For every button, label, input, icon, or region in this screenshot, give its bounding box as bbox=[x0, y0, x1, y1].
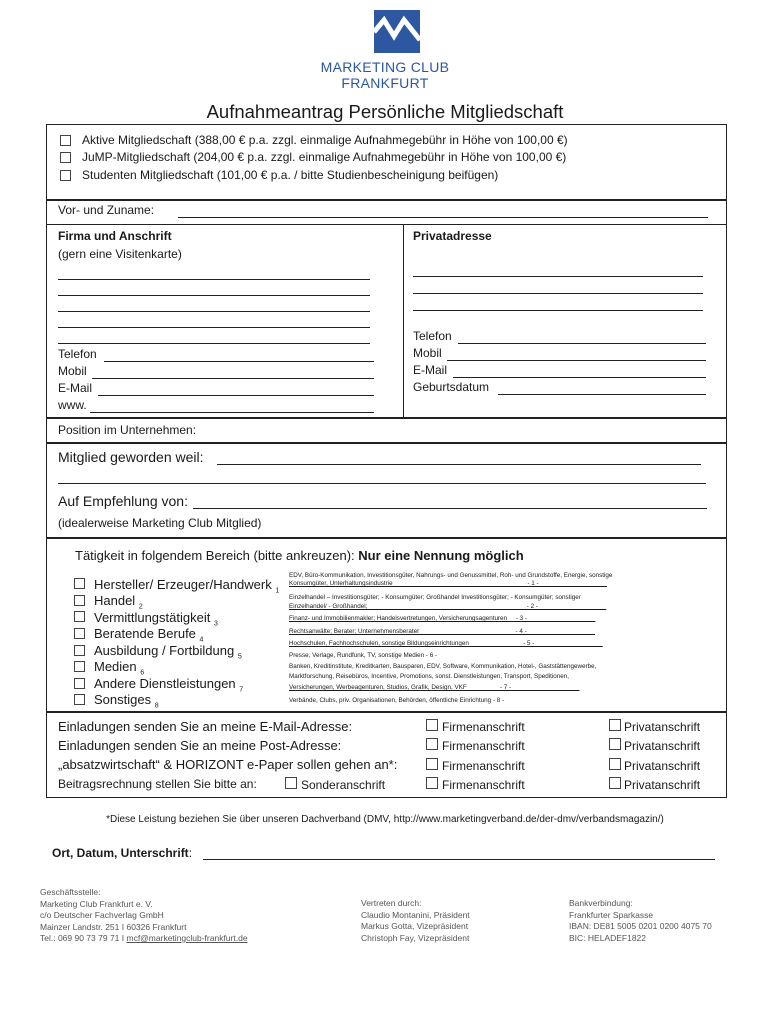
footnote: *Diese Leistung beziehen Sie über unseren Dachverband (DMV, http://www.marketingverband.de/der-dmv/verbandsmagazin/) bbox=[106, 814, 664, 825]
private-telefon-label: Telefon bbox=[413, 329, 452, 343]
delivery-invoice-private-checkbox[interactable] bbox=[609, 777, 621, 789]
activity-option-3: Vermittlungstätigkeit $_3$ bbox=[94, 610, 218, 628]
member-because-field-2[interactable] bbox=[58, 483, 706, 484]
company-telefon-field[interactable] bbox=[104, 361, 374, 362]
activity-description-10: Marktforschung, Reisebüros, Incentive, Promotions, sonst. Dienstleistungen, Transport, Speditionen, bbox=[289, 673, 570, 680]
activity-heading-emphasis: Nur eine Nennung möglich bbox=[358, 548, 524, 563]
company-telefon-label: Telefon bbox=[58, 347, 97, 361]
activity-checkbox-6[interactable] bbox=[74, 661, 85, 672]
delivery-epaper-private-label: Privatanschrift bbox=[624, 759, 701, 773]
activity-checkbox-4[interactable] bbox=[74, 628, 85, 639]
activity-checkbox-1[interactable] bbox=[74, 578, 85, 589]
delivery-post-private-label: Privatanschrift bbox=[624, 739, 701, 753]
delivery-post-label: Einladungen senden Sie an meine Post-Adresse: bbox=[58, 738, 342, 753]
delivery-email-private-label: Privatanschrift bbox=[624, 720, 701, 734]
membership-option-jump: JuMP-Mitgliedschaft (204,00 € p.a. zzgl. einmalige Aufnahmegebühr in Höhe von 100,00 €) bbox=[82, 150, 567, 164]
private-address-line-2[interactable] bbox=[413, 293, 703, 294]
company-hint: (gern eine Visitenkarte) bbox=[58, 247, 182, 261]
activity-option-7: Andere Dienstleistungen $_7$ bbox=[94, 676, 244, 694]
page-title: Aufnahmeantrag Persönliche Mitgliedschaft bbox=[206, 101, 564, 122]
signature-label: Ort, Datum, Unterschrift: bbox=[52, 846, 193, 860]
private-mobil-field[interactable] bbox=[447, 360, 706, 361]
activity-description-9: Banken, Kreditinstitute, Kreditkarten, Bausparen, EDV, Software, Kommunikation, Hotel-, Gaststättengewerbe, bbox=[289, 663, 597, 670]
delivery-epaper-firm-checkbox[interactable] bbox=[426, 758, 438, 770]
delivery-email-label: Einladungen senden Sie an meine E-Mail-Adresse: bbox=[58, 719, 353, 734]
activity-option-6: Medien $_6$ bbox=[94, 659, 145, 677]
activity-option-4: Beratende Berufe $_4$ bbox=[94, 626, 204, 644]
activity-checkbox-3[interactable] bbox=[74, 611, 85, 622]
activity-description-3: Einzelhandel – Investitionsgüter; - Konsumgüter; Großhandel Investitionsgüter; - Konsumgüter; sonstiger bbox=[289, 594, 581, 601]
member-because-field-1[interactable] bbox=[217, 464, 701, 465]
logo-line-2: FRANKFURT bbox=[341, 75, 429, 91]
signature-field[interactable] bbox=[203, 859, 715, 860]
delivery-invoice-firm-checkbox[interactable] bbox=[426, 777, 438, 789]
company-heading: Firma und Anschrift bbox=[58, 229, 172, 243]
delivery-post-firm-label: Firmenanschrift bbox=[442, 739, 525, 753]
company-address-line-2[interactable] bbox=[58, 295, 370, 296]
activity-checkbox-8[interactable] bbox=[74, 694, 85, 705]
company-address-line-1[interactable] bbox=[58, 279, 370, 280]
company-address-line-5[interactable] bbox=[58, 343, 370, 344]
activity-heading: Tätigkeit in folgendem Bereich (bitte ankreuzen): Nur eine Nennung möglich bbox=[75, 548, 524, 563]
company-address-line-3[interactable] bbox=[58, 311, 370, 312]
company-www-label: www. bbox=[58, 398, 87, 412]
activity-description-6: Rechtsanwälte; Berater; Unternehmensberater___________________________ - 4 - ___________________ bbox=[289, 628, 595, 635]
activity-checkbox-5[interactable] bbox=[74, 645, 85, 656]
activity-description-2: Konsumgüter, Unterhaltungsindustrie______________________________________ - 1 - ___________________ bbox=[289, 580, 607, 587]
private-telefon-field[interactable] bbox=[458, 343, 706, 344]
delivery-email-private-checkbox[interactable] bbox=[609, 719, 621, 731]
delivery-invoice-private-label: Privatanschrift bbox=[624, 778, 701, 792]
activity-description-8: Presse, Verlage, Rundfunk, TV, sonstige Medien - 6 - bbox=[289, 652, 438, 659]
delivery-invoice-label: Beitragsrechnung stellen Sie bitte an: bbox=[58, 777, 257, 791]
activity-description-7: Hochschulen, Fachhochschulen, sonstige Bildungseinrichtungen_______________ - 5 - ___________________ bbox=[289, 640, 603, 647]
delivery-invoice-special-checkbox[interactable] bbox=[285, 777, 297, 789]
private-heading: Privatadresse bbox=[413, 229, 492, 243]
delivery-invoice-firm-label: Firmenanschrift bbox=[442, 778, 525, 792]
private-mobil-label: Mobil bbox=[413, 346, 442, 360]
footer-office: Geschäftsstelle: Marketing Club Frankfurt e. V. c/o Deutscher Fachverlag GmbH Mainzer Landstr. 251 I 60326 Frankfurt Tel.: 069 90 73 79 71 I mcf@marketingclub-frankfurt.de bbox=[40, 887, 248, 943]
company-www-field[interactable] bbox=[90, 412, 374, 413]
activity-description-12: Verbände, Clubs, priv. Organisationen, Behörden, öffentliche Einrichtung - 8 - bbox=[289, 697, 505, 704]
footer-office-email-link[interactable]: mcf@marketingclub-frankfurt.de bbox=[126, 933, 248, 943]
member-because-label: Mitglied geworden weil: bbox=[58, 449, 204, 465]
private-address-line-1[interactable] bbox=[413, 276, 703, 277]
name-field[interactable] bbox=[178, 217, 708, 218]
company-email-field[interactable] bbox=[98, 395, 374, 396]
delivery-epaper-private-checkbox[interactable] bbox=[609, 758, 621, 770]
activity-description-11: Versicherungen, Werbeagenturen, Studios, Grafik, Design, VKF_________ - 7 - ___________________ bbox=[289, 684, 580, 691]
name-label: Vor- und Zuname: bbox=[58, 203, 155, 217]
private-address-line-3[interactable] bbox=[413, 310, 703, 311]
delivery-email-firm-checkbox[interactable] bbox=[426, 719, 438, 731]
delivery-invoice-special-label: Sonderanschrift bbox=[301, 778, 386, 792]
activity-description-4: Einzelhandel/ - Großhandel;_____________________________________________ - 2 - ___________________ bbox=[289, 603, 607, 610]
activity-option-5: Ausbildung / Fortbildung $_5$ bbox=[94, 643, 242, 661]
footer-bank: Bankverbindung: Frankfurter Sparkasse IBAN: DE81 5005 0201 0200 4075 70 BIC: HELADEF1822 bbox=[569, 898, 712, 943]
delivery-epaper-firm-label: Firmenanschrift bbox=[442, 759, 525, 773]
delivery-post-private-checkbox[interactable] bbox=[609, 738, 621, 750]
delivery-epaper-label: „absatzwirtschaft“ & HORIZONT e-Paper sollen gehen an*: bbox=[58, 757, 398, 772]
private-geburtsdatum-field[interactable] bbox=[498, 394, 706, 395]
column-divider bbox=[403, 224, 404, 418]
footer-represented: Vertreten durch: Claudio Montanini, Präsident Markus Gotta, Vizepräsident Christoph Fay, Vizepräsident bbox=[361, 898, 470, 943]
activity-description-5: Finanz- und Immobilienmakler; Handelsvertretungen, Versicherungsagenturen__ - 3 - ___________________ bbox=[289, 615, 596, 622]
recommendation-field[interactable] bbox=[193, 508, 707, 509]
activity-checkbox-2[interactable] bbox=[74, 595, 85, 606]
activity-option-1: Hersteller/ Erzeuger/Handwerk $_1$ bbox=[94, 577, 280, 595]
private-email-label: E-Mail bbox=[413, 363, 448, 377]
delivery-post-firm-checkbox[interactable] bbox=[426, 738, 438, 750]
membership-checkbox-active[interactable] bbox=[60, 135, 71, 146]
private-geburtsdatum-label: Geburtsdatum bbox=[413, 380, 490, 394]
delivery-email-firm-label: Firmenanschrift bbox=[442, 720, 525, 734]
membership-option-student: Studenten Mitgliedschaft (101,00 € p.a. / bitte Studienbescheinigung beifügen) bbox=[82, 168, 499, 182]
divider bbox=[46, 224, 727, 225]
company-mobil-field[interactable] bbox=[92, 378, 374, 379]
activity-description-1: EDV, Büro-Kommunikation, Investitionsgüter, Nahrungs- und Genussmittel, Roh- und Grundstoffe, Energie, sonstige bbox=[289, 572, 613, 579]
private-email-field[interactable] bbox=[453, 377, 706, 378]
membership-option-active: Aktive Mitgliedschaft (388,00 € p.a. zzgl. einmalige Aufnahmegebühr in Höhe von 100,00 €) bbox=[82, 133, 568, 147]
membership-checkbox-student[interactable] bbox=[60, 170, 71, 181]
activity-checkbox-7[interactable] bbox=[74, 678, 85, 689]
recommendation-label: Auf Empfehlung von: bbox=[58, 493, 188, 509]
membership-checkbox-jump[interactable] bbox=[60, 152, 71, 163]
position-label: Position im Unternehmen: bbox=[58, 423, 197, 437]
logo-line-1: MARKETING CLUB bbox=[320, 59, 450, 75]
marketing-club-logo-icon bbox=[372, 10, 422, 55]
recommendation-hint: (idealerweise Marketing Club Mitglied) bbox=[58, 516, 262, 530]
company-mobil-label: Mobil bbox=[58, 364, 87, 378]
company-address-line-4[interactable] bbox=[58, 327, 370, 328]
activity-option-2: Handel $_2$ bbox=[94, 593, 143, 611]
activity-option-8: Sonstiges $_8$ bbox=[94, 692, 159, 710]
company-email-label: E-Mail bbox=[58, 381, 93, 395]
